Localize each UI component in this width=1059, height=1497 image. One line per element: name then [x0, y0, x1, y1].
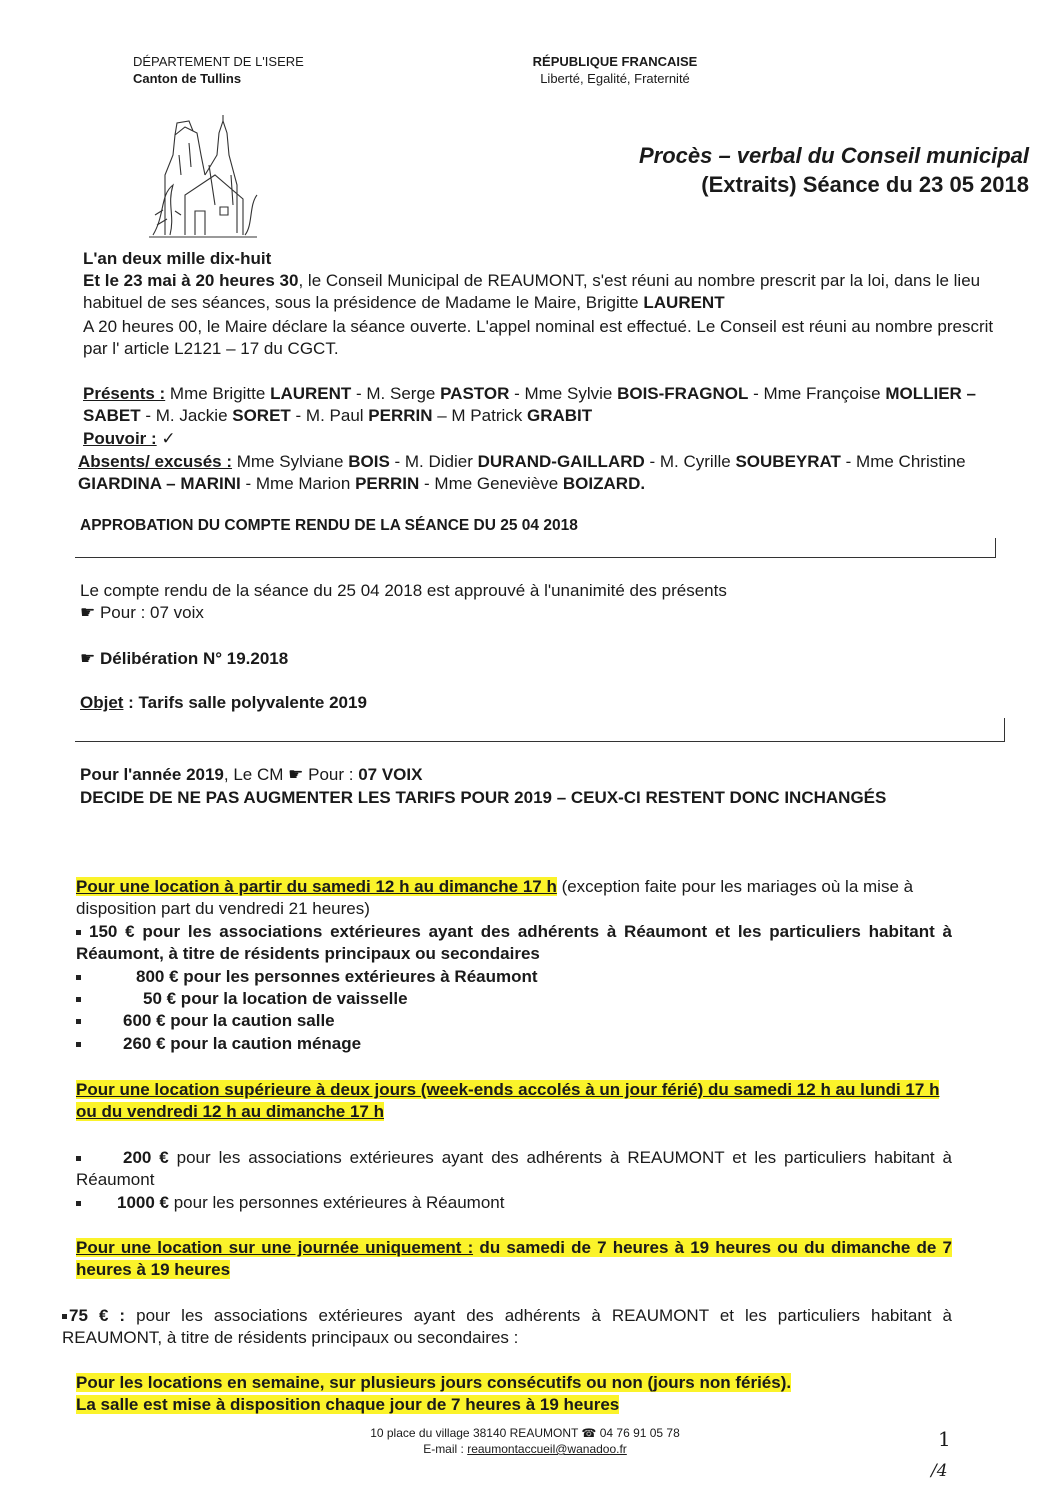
absents-paragraph — [78, 451, 1001, 495]
bullet-icon — [76, 997, 81, 1002]
absents-text: - M. Cyrille — [644, 452, 736, 471]
decision-line1 — [80, 764, 422, 786]
footer-address: 10 place du village 38140 REAUMONT ☎ 04 76 91 05 78 — [370, 1426, 680, 1440]
republic-header — [515, 53, 715, 87]
decision-cm: , Le CM — [223, 765, 289, 784]
opening-paragraph: A 20 heures 00, le Maire déclare la séance ouverte. L'appel nominal est effectué. Le Conseil est réuni au nombre prescrit par l' article L2121 – 17 du CGCT. — [83, 317, 994, 358]
member-name: PERRIN — [355, 474, 420, 493]
list-item — [76, 1147, 952, 1191]
list-item-text: pour les associations extérieures ayant des adhérents à REAUMONT et les particuliers habitant à REAUMONT, à titre de résidents principaux ou secondaires : — [62, 1306, 952, 1347]
list-item-text: 260 € pour la caution ménage — [123, 1034, 362, 1053]
decision-year: Pour l'année 2019 — [80, 765, 224, 784]
weekday-line2: La salle est mise à disposition chaque jour de 7 heures à 19 heures — [76, 1395, 620, 1414]
member-name: DURAND-GAILLARD — [477, 452, 645, 471]
title-line2: (Extraits) Séance du 23 05 2018 — [701, 172, 1029, 197]
deliberation-line — [80, 648, 288, 670]
presents-text: - M. Serge — [351, 384, 441, 403]
member-name: LAURENT — [270, 384, 352, 403]
decision-statement: DECIDE DE NE PAS AUGMENTER LES TARIFS POUR 2019 – CEUX-CI RESTENT DONC INCHANGÉS — [80, 788, 887, 807]
weekend-heading — [76, 876, 956, 920]
deliberation-number: Délibération N° 19.2018 — [99, 649, 289, 668]
footer — [330, 1425, 720, 1457]
presents-text: - M. Jackie — [140, 406, 233, 425]
list-item-text: 150 € pour les associations extérieures ayant des adhérents à Réaumont et les particuliers habitant à Réaumont, à titre de résidents principaux ou secondaires — [76, 922, 952, 963]
page-total: /4 — [931, 1461, 948, 1481]
presents-text: - Mme Françoise — [748, 384, 886, 403]
one-day-heading-note: du samedi de 7 heures à 19 heures ou du dimanche de 7 heures à 19 heures — [76, 1238, 952, 1279]
intro-text: , le Conseil Municipal de REAUMONT, s'est réuni au nombre prescrit par la loi, dans le lieu habituel de ses séances, sous la présidence de Madame le Maire, Brigitte — [83, 271, 981, 312]
member-name: GIARDINA – MARINI — [78, 474, 241, 493]
bullet-icon — [76, 1019, 81, 1024]
list-item — [76, 966, 538, 988]
absents-text: - Mme Marion — [240, 474, 356, 493]
bullet-icon — [76, 1201, 81, 1206]
presents-text: - Mme Sylvie — [509, 384, 618, 403]
list-item — [62, 1305, 952, 1349]
member-name: MOLLIER –SABET — [83, 384, 976, 425]
bullet-icon — [62, 1314, 67, 1319]
one-day-heading — [76, 1237, 952, 1281]
absents-text: - M. Didier — [389, 452, 478, 471]
member-name: BOIS — [348, 452, 390, 471]
footer-email-label: E-mail : — [423, 1442, 468, 1456]
list-item — [76, 988, 408, 1010]
presents-text: Mme Brigitte — [165, 384, 271, 403]
list-item-text: pour les personnes extérieures à Réaumont — [169, 1193, 505, 1212]
pouvoir-label: Pouvoir : — [83, 429, 157, 448]
bullet-icon — [76, 975, 81, 980]
objet-text: : Tarifs salle polyvalente 2019 — [123, 693, 367, 712]
list-item-text: 50 € pour la location de vaisselle — [143, 989, 408, 1008]
village-logo — [145, 115, 260, 240]
member-name: BOIS-FRAGNOL — [617, 384, 749, 403]
pointing-hand-icon: ☛ — [80, 603, 96, 622]
list-item-amount: 200 € — [123, 1148, 169, 1167]
vote-text: Pour : 07 voix — [95, 603, 204, 622]
list-item — [76, 1033, 361, 1055]
bullet-icon — [76, 930, 81, 935]
presents-label: Présents : — [83, 384, 166, 403]
presents-paragraph — [83, 383, 1001, 427]
intro-date: Et le 23 mai à 20 heures 30 — [83, 271, 299, 290]
department-name: DÉPARTEMENT DE L'ISERE — [133, 54, 304, 69]
approval-heading: APPROBATION DU COMPTE RENDU DE LA SÉANCE DU 25 04 2018 — [80, 517, 578, 534]
section-rule-tick — [995, 538, 996, 558]
absents-text: - Mme Geneviève — [419, 474, 563, 493]
section-rule — [75, 741, 1005, 742]
member-name: BOIZARD. — [562, 474, 646, 493]
section-rule — [75, 557, 996, 558]
one-day-heading-title: Pour une location sur une journée uniquement : — [76, 1238, 474, 1257]
bullet-icon — [76, 1042, 81, 1047]
page-number: 1 — [938, 1427, 951, 1451]
objet-label: Objet — [80, 693, 124, 712]
intro-year: L'an deux mille dix-huit — [83, 249, 272, 268]
intro-paragraph — [83, 270, 1001, 314]
weekend-heading-title: Pour une location à partir du samedi 12 h au dimanche 17 h — [76, 877, 557, 896]
approval-vote — [80, 602, 204, 624]
member-name: GRABIT — [526, 406, 593, 425]
member-name: PASTOR — [440, 384, 510, 403]
list-item-amount: 1000 € — [117, 1193, 169, 1212]
document-title — [639, 141, 1029, 199]
list-item-text: pour les associations extérieures ayant des adhérents à REAUMONT et les particuliers habitant à Réaumont — [76, 1148, 952, 1189]
list-item — [76, 1010, 335, 1032]
canton-name: Canton de Tullins — [133, 71, 242, 86]
department-header — [133, 53, 304, 87]
absents-text: - Mme Christine — [840, 452, 966, 471]
list-item-text: 600 € pour la caution salle — [123, 1011, 335, 1030]
footer-email-line — [330, 1441, 720, 1457]
objet-line — [80, 692, 367, 714]
weekday-section — [76, 1372, 956, 1416]
republic-motto: Liberté, Egalité, Fraternité — [540, 71, 690, 86]
pouvoir-value: ✓ — [156, 429, 176, 448]
list-item — [76, 921, 952, 965]
bullet-icon — [76, 1156, 81, 1161]
approval-text: Le compte rendu de la séance du 25 04 2018 est approuvé à l'unanimité des présents — [80, 581, 727, 600]
footer-email-link[interactable]: reaumontaccueil@wanadoo.fr — [467, 1442, 627, 1456]
pouvoir-line — [83, 428, 176, 450]
member-name: PERRIN — [368, 406, 433, 425]
absents-text: Mme Sylviane — [232, 452, 349, 471]
absents-label: Absents/ excusés : — [78, 452, 233, 471]
pointing-hand-icon: ☛ — [80, 649, 96, 668]
decision-pour: Pour : — [303, 765, 359, 784]
member-name: SOUBEYRAT — [735, 452, 841, 471]
title-line1: Procès – verbal du Conseil municipal — [638, 143, 1029, 168]
long-stay-heading-text: Pour une location supérieure à deux jours (week-ends accolés à un jour férié) du samedi 12 h au lundi 17 h ou du vendredi 12 h au dimanche 17 h — [76, 1080, 940, 1121]
list-item-text: 800 € pour les personnes extérieures à Réaumont — [136, 967, 538, 986]
section-rule-tick — [1004, 718, 1005, 742]
republic-name: RÉPUBLIQUE FRANCAISE — [532, 54, 698, 69]
member-name: SORET — [232, 406, 291, 425]
list-item-amount: 75 € : — [69, 1306, 126, 1325]
weekend-heading-note: (exception faite pour les mariages où la mise à disposition part du vendredi 21 heures) — [76, 877, 914, 918]
decision-votes: 07 VOIX — [358, 765, 423, 784]
presents-text: – M Patrick — [432, 406, 527, 425]
pointing-hand-icon: ☛ — [288, 765, 304, 784]
mayor-name: LAURENT — [643, 293, 725, 312]
presents-text: - M. Paul — [290, 406, 369, 425]
weekday-line1: Pour les locations en semaine, sur plusieurs jours consécutifs ou non (jours non fériés). — [76, 1373, 792, 1392]
list-item — [76, 1192, 504, 1214]
long-stay-heading — [76, 1079, 952, 1123]
